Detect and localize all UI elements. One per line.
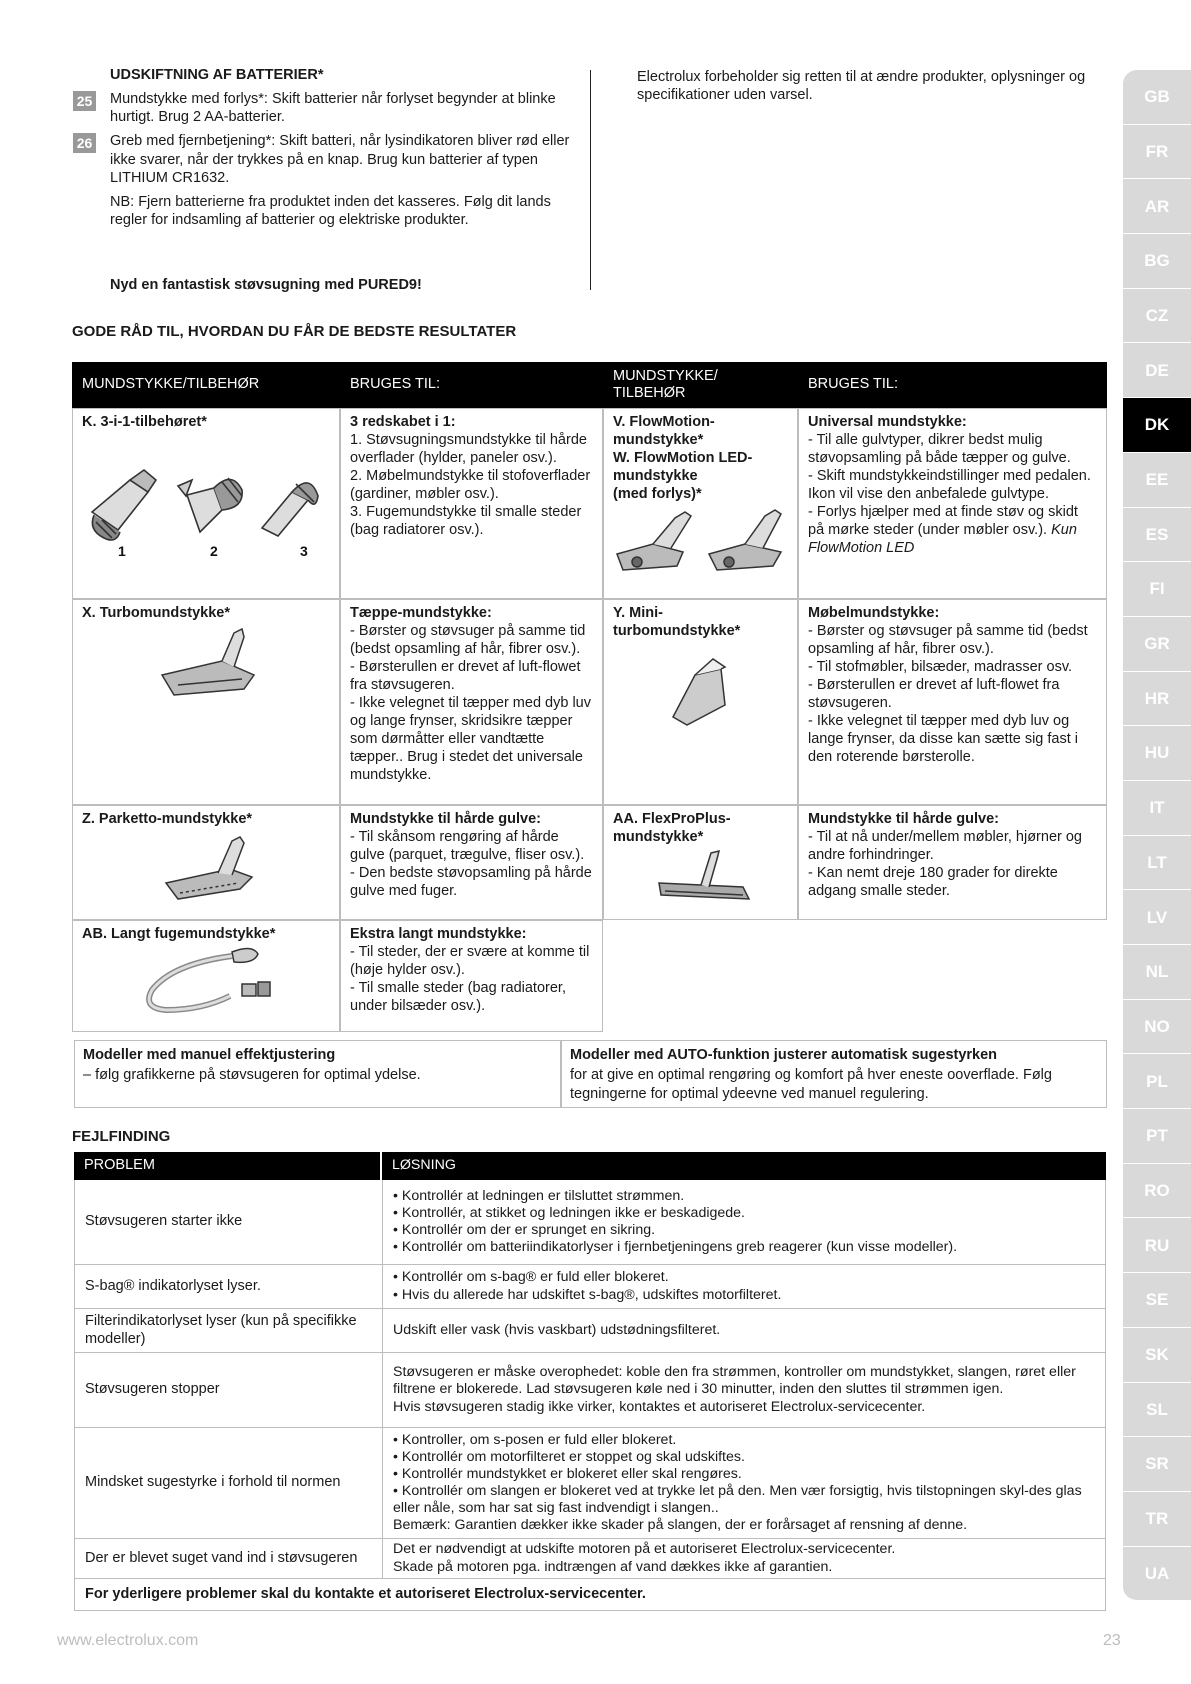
table-row (74, 1539, 1106, 1579)
problem-header: PROBLEM (74, 1152, 382, 1180)
use-cell-ab (340, 920, 603, 1032)
table-row (74, 1309, 1106, 1353)
use-text: - Til alle gulvtyper, dikrer bedst mulig støvopsamling på både tæpper og gulve. - Skift mundstykkeindstillinger med pedalen. Ikon vil vise den anbefalede gulvtype. - Forlys hjælper med at finde støv og skidt på mørke steder (under møbler osv.). (808, 431, 1091, 538)
manual-title: Modeller med manuel effektjustering (83, 1047, 336, 1063)
header-label: MUNDSTYKKE/ TILBEHØR (613, 367, 718, 401)
language-tab-de[interactable]: DE (1123, 343, 1191, 398)
language-tab-es[interactable]: ES (1123, 508, 1191, 563)
page-number: 23 (1103, 1632, 1121, 1649)
language-tab-hr[interactable]: HR (1123, 672, 1191, 727)
language-tab-gb[interactable]: GB (1123, 70, 1191, 125)
table-row (74, 1428, 1106, 1539)
language-tab-lv[interactable]: LV (1123, 890, 1191, 945)
language-tab-ro[interactable]: RO (1123, 1164, 1191, 1219)
use-text: 1. Støvsugningsmundstykke til hårde overflader (hylder, paneler osv.). 2. Møbelmundstykke til stofoverflader (gardiner, møbler osv.). 3. Fugemundstykke til smalle steder (bag radiatorer osv.). (350, 431, 591, 538)
use-cell-aa (798, 805, 1107, 920)
problem-cell: Støvsugeren starter ikke (75, 1180, 383, 1264)
use-text: - Til skånsom rengøring af hårde gulve (parquet, trægulve, fliser osv.). - Den bedste støvopsamling på hårde gulve med fuger. (350, 828, 592, 899)
language-tab-fr[interactable]: FR (1123, 125, 1191, 180)
language-tabs (1123, 70, 1191, 1601)
accessory-cell-ab (72, 920, 340, 1032)
accessory-name: AA. FlexProPlus-mundstykke* (613, 811, 731, 845)
language-tab-bg[interactable]: BG (1123, 234, 1191, 289)
turbo-nozzle-icon (82, 623, 322, 703)
use-text: - Til at nå under/mellem møbler, hjørner og andre forhindringer. - Kan nemt dreje 180 grader for direkte adgang smalle steder. (808, 828, 1082, 899)
battery-item-text: Greb med fjernbetjening*: Skift batteri, når lysindikatoren bliver rød eller ikke svarer, når der trykkes på en knap. Brug kun batterier af typen LITHIUM CR1632. (110, 133, 570, 186)
use-text: - Børster og støvsuger på samme tid (bedst opsamling af hår, fibrer osv.). - Til stofmøbler, bilsæder, madrasser osv. - Børsterullen er drevet af luft-flowet fra støvsugeren. - Ikke velegnet til tæpper med dyb luv og lange frynser, da disse kan sætte sig fast i den roterende børsterolle. (808, 622, 1088, 765)
header-cell (798, 362, 1107, 408)
long-crevice-nozzle-icon (82, 944, 322, 1022)
language-tab-cz[interactable]: CZ (1123, 289, 1191, 344)
table-row (74, 1353, 1106, 1428)
solution-cell: Støvsugeren er måske overophedet: koble den fra strømmen, kontroller om mundstykket, slangen, røret eller filtrene er blokerede. Lad støvsugeren køle ned i 30 minutter, inden den sluttes til strømmen igen. Hvis støvsugeren stadig ikke virker, kontaktes et autoriseret Electrolux-servicecenter. (393, 1364, 1076, 1415)
problem-cell: Der er blevet suget vand ind i støvsugeren (75, 1539, 383, 1578)
solution-cell: Det er nødvendigt at udskifte motoren på et autoriseret Electrolux-servicecenter. Skade på motoren pga. indtrængen af vand dækkes ikke af garantien. (393, 1541, 896, 1575)
use-title: Mundstykke til hårde gulve: (808, 811, 999, 827)
troubleshooting-footer: For yderligere problemer skal du kontakte et autoriseret Electrolux-servicecenter. (85, 1586, 646, 1603)
battery-item-text: Mundstykke med forlys*: Skift batterier når forlyset begynder at blinke hurtigt. Brug 2 AA-batterier. (110, 91, 556, 126)
language-tab-no[interactable]: NO (1123, 1000, 1191, 1055)
solution-cell: Udskift eller vask (hvis vaskbart) udstødningsfilteret. (393, 1321, 721, 1338)
accessory-cell-x (72, 599, 340, 805)
accessory-name: V. FlowMotion-mundstykke* W. FlowMotion LED-mundstykke (med forlys)* (613, 414, 753, 502)
flowmotion-nozzle-icon (613, 504, 793, 574)
language-tab-sr[interactable]: SR (1123, 1437, 1191, 1492)
troubleshooting-header-row (74, 1152, 1106, 1180)
table-row (74, 1265, 1106, 1309)
problem-cell: Mindsket sugestyrke i forhold til normen (75, 1428, 383, 1538)
use-text: - Børster og støvsuger på samme tid (bedst opsamling af hår, fibrer osv.). - Børsterullen er drevet af luft-flowet fra støvsugeren. - Ikke velegnet til tæpper med dyb luv og lange frynser, skridsikre tæpper som dørmåtter eller vandtætte tæpper.. Brug i stedet det universale mundstykke. (350, 622, 591, 783)
header-label: BRUGES TIL: (350, 376, 440, 393)
use-title: 3 redskabet i 1: (350, 414, 456, 430)
rights-text: Electrolux forbeholder sig retten til at ændre produkter, oplysninger og specifikationer uden varsel. (637, 69, 1086, 104)
use-title: Møbelmundstykke: (808, 605, 940, 621)
auto-text: for at give en optimal rengøring og komfort på hver eneste ooverflade. Følg tegningerne for optimal ydeevne ved manuel regulering. (570, 1066, 1052, 1103)
item-number-badge: 26 (73, 133, 96, 153)
solution-cell: • Kontrollér at ledningen er tilsluttet strømmen. • Kontrollér, at stikket og ledningen ikke er beskadigede. • Kontrollér om der er sprunget en sikring. • Kontrollér om batteriindikatorlyser i fjernbetjeningens greb reagerer (kun visse modeller). (393, 1187, 958, 1256)
use-cell-y (798, 599, 1107, 805)
battery-section (72, 66, 582, 229)
use-cell-x (340, 599, 603, 805)
use-text: - Til steder, der er svære at komme til (høje hylder osv.). - Til smalle steder (bag radiatorer, under bilsæder osv.). (350, 943, 590, 1014)
language-tab-pt[interactable]: PT (1123, 1109, 1191, 1164)
accessory-cell-v (603, 408, 798, 599)
use-title: Universal mundstykke: (808, 414, 967, 430)
header-label: MUNDSTYKKE/TILBEHØR (82, 376, 260, 393)
header-cell (72, 362, 340, 408)
problem-cell: Støvsugeren stopper (75, 1353, 383, 1427)
language-tab-ua[interactable]: UA (1123, 1547, 1191, 1602)
table-row (74, 1180, 1106, 1265)
use-title: Ekstra langt mundstykke: (350, 926, 527, 942)
item-number-badge: 25 (73, 91, 96, 111)
three-in-one-tool-icon (82, 440, 322, 560)
auto-title: Modeller med AUTO-funktion justerer automatisk sugestyrken (570, 1047, 998, 1063)
flexproplus-nozzle-icon (613, 847, 788, 909)
header-cell (603, 362, 798, 408)
footer-url: www.electrolux.com (57, 1632, 199, 1649)
header-label: BRUGES TIL: (808, 376, 898, 393)
accessory-name: AB. Langt fugemundstykke* (82, 926, 276, 942)
solution-cell: • Kontrollér om s-bag® er fuld eller blokeret. • Hvis du allerede har udskiftet s-bag®, udskiftes motorfilteret. (393, 1269, 782, 1303)
use-cell-z (340, 805, 603, 920)
language-tab-it[interactable]: IT (1123, 781, 1191, 836)
language-tab-sk[interactable]: SK (1123, 1328, 1191, 1383)
tips-heading: GODE RÅD TIL, HVORDAN DU FÅR DE BEDSTE RESULTATER (72, 323, 517, 340)
language-tab-ru[interactable]: RU (1123, 1218, 1191, 1273)
manual-model-box (74, 1040, 561, 1108)
battery-note: NB: Fjern batterierne fra produktet inden det kasseres. Følg dit lands regler for indsamling af batterier og elektriske produkter. (110, 193, 551, 228)
use-cell-k (340, 408, 603, 599)
accessory-table (72, 362, 1107, 1032)
language-tab-se[interactable]: SE (1123, 1273, 1191, 1328)
tool-label: 2 (210, 542, 218, 559)
language-tab-ar[interactable]: AR (1123, 179, 1191, 234)
battery-item (72, 132, 582, 186)
language-tab-dk[interactable]: DK (1123, 398, 1191, 453)
language-tab-fi[interactable]: FI (1123, 562, 1191, 617)
accessory-cell-k (72, 408, 340, 599)
header-cell (340, 362, 603, 408)
problem-cell: S-bag® indikatorlyset lyser. (75, 1265, 383, 1308)
use-cell-v (798, 408, 1107, 599)
language-tab-pl[interactable]: PL (1123, 1054, 1191, 1109)
accessory-cell-y (603, 599, 798, 805)
battery-item (72, 90, 582, 126)
language-tab-ee[interactable]: EE (1123, 453, 1191, 508)
language-tab-tr[interactable]: TR (1123, 1492, 1191, 1547)
battery-heading: UDSKIFTNING AF BATTERIER* (110, 67, 324, 83)
troubleshooting-heading: FEJLFINDING (72, 1128, 171, 1145)
solution-cell: • Kontroller, om s-posen er fuld eller blokeret. • Kontrollér om motorfilteret er stoppet og skal udskiftes. • Kontrollér mundstykket er blokeret eller skal rengøres. • Kontrollér om slangen er blokeret ved at trykke let på den. Men vær forsigtig, hvis tilstopningen skyl-des glas eller nåle, som har sat sig fast indvendigt i slangen.. Bemærk: Garantien dækker ikke skader på slangen, der er forårsaget af rensning af denne. (393, 1431, 1082, 1534)
language-tab-gr[interactable]: GR (1123, 617, 1191, 672)
accessory-cell-z (72, 805, 340, 920)
language-tab-hu[interactable]: HU (1123, 726, 1191, 781)
accessory-cell-aa (603, 805, 798, 920)
manual-text: – følg grafikkerne på støvsugeren for optimal ydelse. (83, 1066, 421, 1083)
parketto-nozzle-icon (82, 829, 322, 909)
accessory-name: K. 3-i-1-tilbehøret* (82, 414, 207, 430)
language-tab-nl[interactable]: NL (1123, 945, 1191, 1000)
auto-model-box (561, 1040, 1107, 1108)
accessory-name: Z. Parketto-mundstykke* (82, 811, 253, 827)
enjoy-text: Nyd en fantastisk støvsugning med PURED9! (110, 277, 422, 293)
accessory-name: X. Turbomundstykke* (82, 605, 230, 621)
mini-turbo-nozzle-icon (613, 641, 788, 731)
solution-header: LØSNING (392, 1157, 456, 1174)
use-title: Mundstykke til hårde gulve: (350, 811, 541, 827)
column-divider (590, 70, 591, 290)
problem-cell: Filterindikatorlyset lyser (kun på specifikke modeller) (75, 1309, 383, 1352)
language-tab-sl[interactable]: SL (1123, 1383, 1191, 1438)
use-title: Tæppe-mundstykke: (350, 605, 492, 621)
use-text-italic: Kun FlowMotion LED (808, 521, 1077, 556)
tool-label: 3 (300, 542, 308, 559)
language-tab-lt[interactable]: LT (1123, 836, 1191, 891)
accessory-name: Y. Mini-turbomundstykke* (613, 605, 741, 639)
tool-label: 1 (118, 542, 126, 559)
troubleshooting-footer-row (74, 1579, 1106, 1611)
